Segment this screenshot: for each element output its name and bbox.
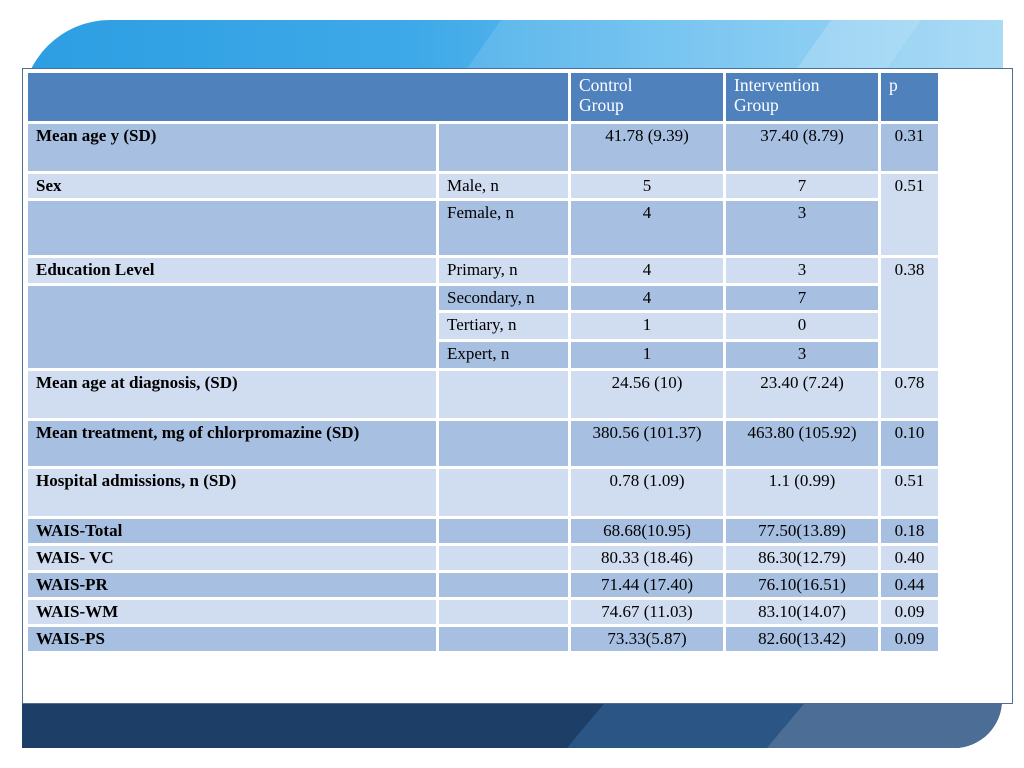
control-value: 0.78 (1.09)	[571, 469, 723, 516]
control-value: 5	[571, 174, 723, 198]
intervention-value: 37.40 (8.79)	[726, 124, 878, 171]
control-value: 4	[571, 258, 723, 283]
row-label: WAIS-PS	[28, 627, 436, 651]
row-sub-empty	[439, 371, 568, 418]
row-label: WAIS-WM	[28, 600, 436, 624]
row-label: Mean treatment, mg of chlorpromazine (SD)	[28, 421, 436, 466]
table-row-admissions	[28, 469, 938, 516]
p-value: 0.78	[881, 371, 938, 418]
row-label: Education Level	[28, 258, 436, 283]
p-value: 0.10	[881, 421, 938, 466]
row-sub-label: Primary, n	[439, 258, 568, 283]
p-value: 0.44	[881, 573, 938, 597]
intervention-value: 82.60(13.42)	[726, 627, 878, 651]
p-value: 0.51	[881, 174, 938, 255]
control-value: 41.78 (9.39)	[571, 124, 723, 171]
row-sub-label: Female, n	[439, 201, 568, 255]
header-intervention-group: Intervention Group	[726, 73, 878, 121]
control-value: 1	[571, 342, 723, 368]
control-value: 80.33 (18.46)	[571, 546, 723, 570]
row-label: Sex	[28, 174, 436, 198]
row-sub-empty	[439, 124, 568, 171]
row-sub-empty	[439, 600, 568, 624]
header-blank-cell	[28, 73, 568, 121]
demographics-table	[25, 70, 941, 654]
intervention-value: 3	[726, 201, 878, 255]
row-sub-empty	[439, 546, 568, 570]
table-row-education-primary	[28, 258, 938, 283]
control-value: 71.44 (17.40)	[571, 573, 723, 597]
control-value: 4	[571, 286, 723, 310]
control-value: 68.68(10.95)	[571, 519, 723, 543]
table-row-mean-age	[28, 124, 938, 171]
row-label: WAIS-PR	[28, 573, 436, 597]
table-row-sex-female	[28, 201, 938, 255]
row-sub-empty	[439, 627, 568, 651]
row-sub-empty	[439, 519, 568, 543]
p-value: 0.31	[881, 124, 938, 171]
header-control-group: Control Group	[571, 73, 723, 121]
control-value: 4	[571, 201, 723, 255]
row-label-empty	[28, 286, 436, 368]
intervention-value: 1.1 (0.99)	[726, 469, 878, 516]
intervention-value: 0	[726, 313, 878, 339]
table-row-treatment	[28, 421, 938, 466]
intervention-value: 86.30(12.79)	[726, 546, 878, 570]
intervention-value: 463.80 (105.92)	[726, 421, 878, 466]
row-label: WAIS- VC	[28, 546, 436, 570]
row-label-empty	[28, 201, 436, 255]
table-row-sex-male	[28, 174, 938, 198]
row-sub-label: Male, n	[439, 174, 568, 198]
header-p-value: p	[881, 73, 938, 121]
row-label: Hospital admissions, n (SD)	[28, 469, 436, 516]
row-label: WAIS-Total	[28, 519, 436, 543]
intervention-value: 7	[726, 286, 878, 310]
intervention-value: 83.10(14.07)	[726, 600, 878, 624]
control-value: 380.56 (101.37)	[571, 421, 723, 466]
table-header-row	[28, 73, 938, 121]
row-sub-label: Tertiary, n	[439, 313, 568, 339]
p-value: 0.51	[881, 469, 938, 516]
intervention-value: 23.40 (7.24)	[726, 371, 878, 418]
slide-bottom-decoration	[22, 700, 1002, 748]
intervention-value: 7	[726, 174, 878, 198]
intervention-value: 3	[726, 258, 878, 283]
table-row-wais-total	[28, 519, 938, 543]
intervention-value: 77.50(13.89)	[726, 519, 878, 543]
row-sub-empty	[439, 421, 568, 466]
p-value: 0.18	[881, 519, 938, 543]
table-row-wais-ps	[28, 627, 938, 651]
row-sub-label: Expert, n	[439, 342, 568, 368]
row-sub-empty	[439, 469, 568, 516]
control-value: 1	[571, 313, 723, 339]
control-value: 73.33(5.87)	[571, 627, 723, 651]
row-label: Mean age y (SD)	[28, 124, 436, 171]
table-row-wais-vc	[28, 546, 938, 570]
row-label: Mean age at diagnosis, (SD)	[28, 371, 436, 418]
table-row-education-secondary	[28, 286, 938, 310]
control-value: 74.67 (11.03)	[571, 600, 723, 624]
p-value: 0.09	[881, 600, 938, 624]
p-value: 0.40	[881, 546, 938, 570]
intervention-value: 76.10(16.51)	[726, 573, 878, 597]
p-value: 0.38	[881, 258, 938, 368]
p-value: 0.09	[881, 627, 938, 651]
table-row-wais-wm	[28, 600, 938, 624]
intervention-value: 3	[726, 342, 878, 368]
control-value: 24.56 (10)	[571, 371, 723, 418]
row-sub-label: Secondary, n	[439, 286, 568, 310]
table-row-age-diagnosis	[28, 371, 938, 418]
table-row-wais-pr	[28, 573, 938, 597]
row-sub-empty	[439, 573, 568, 597]
